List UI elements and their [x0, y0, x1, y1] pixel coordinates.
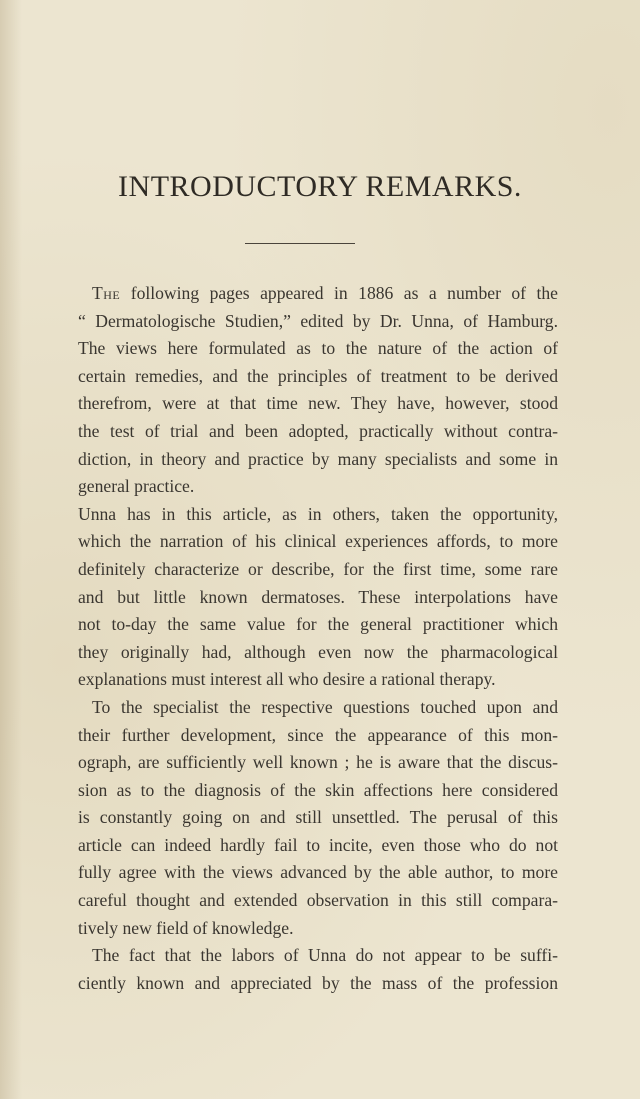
text-line: sion as to the diagnosis of the skin affections here considered [78, 779, 558, 800]
text-line: explanations must interest all who desire a rational therapy. [78, 669, 496, 690]
text-line: certain remedies, and the principles of treatment to be derived [78, 365, 558, 386]
text-line: general practice. [78, 476, 195, 497]
text-line: therefrom, were at that time new. They have, however, stood [78, 393, 558, 414]
text-line: The following pages appeared in 1886 as a number of the [92, 283, 558, 303]
paragraph-1 [78, 280, 558, 501]
text-line: tively new field of knowledge. [78, 917, 294, 938]
body-text [78, 280, 558, 997]
text-line: The views here formulated as to the nature of the action of [78, 338, 558, 359]
text-line: definitely characterize or describe, for the first time, some rare [78, 558, 558, 579]
text-line: diction, in theory and practice by many specialists and some in [78, 448, 558, 469]
paragraph-2 [78, 501, 558, 694]
text-line: fully agree with the views advanced by the able author, to more [78, 862, 558, 883]
text-line: To the specialist the respective questions touched upon and [92, 696, 558, 717]
text-line: ciently known and appreciated by the mass of the profession [78, 972, 558, 993]
opening-word: The [92, 283, 121, 303]
text-line: “ Dermatologische Studien,” edited by Dr. Unna, of Hamburg. [78, 310, 558, 331]
paragraph-3 [78, 694, 558, 942]
text-line: their further development, since the appearance of this mon- [78, 724, 558, 745]
paragraph-4 [78, 942, 558, 997]
text-line: they originally had, although even now the pharmacological [78, 641, 558, 662]
text-line: and but little known dermatoses. These interpolations have [78, 586, 558, 607]
text-line: ograph, are sufficiently well known ; he is aware that the discus- [78, 752, 558, 773]
text-line: is constantly going on and still unsettled. The perusal of this [78, 807, 558, 828]
chapter-heading: INTRODUCTORY REMARKS. [118, 170, 522, 203]
text-line: which the narration of his clinical experiences affords, to more [78, 531, 558, 552]
text-line: not to-day the same value for the general practitioner which [78, 614, 558, 635]
heading-rule [245, 243, 355, 244]
text-line: article can indeed hardly fail to incite, even those who do not [78, 834, 558, 855]
text-line: Unna has in this article, as in others, taken the opportunity, [78, 503, 558, 524]
text-line: careful thought and extended observation in this still compara- [78, 890, 558, 911]
text-line: the test of trial and been adopted, practically without contra- [78, 420, 558, 441]
text-line: The fact that the labors of Unna do not appear to be suffi- [92, 945, 558, 966]
